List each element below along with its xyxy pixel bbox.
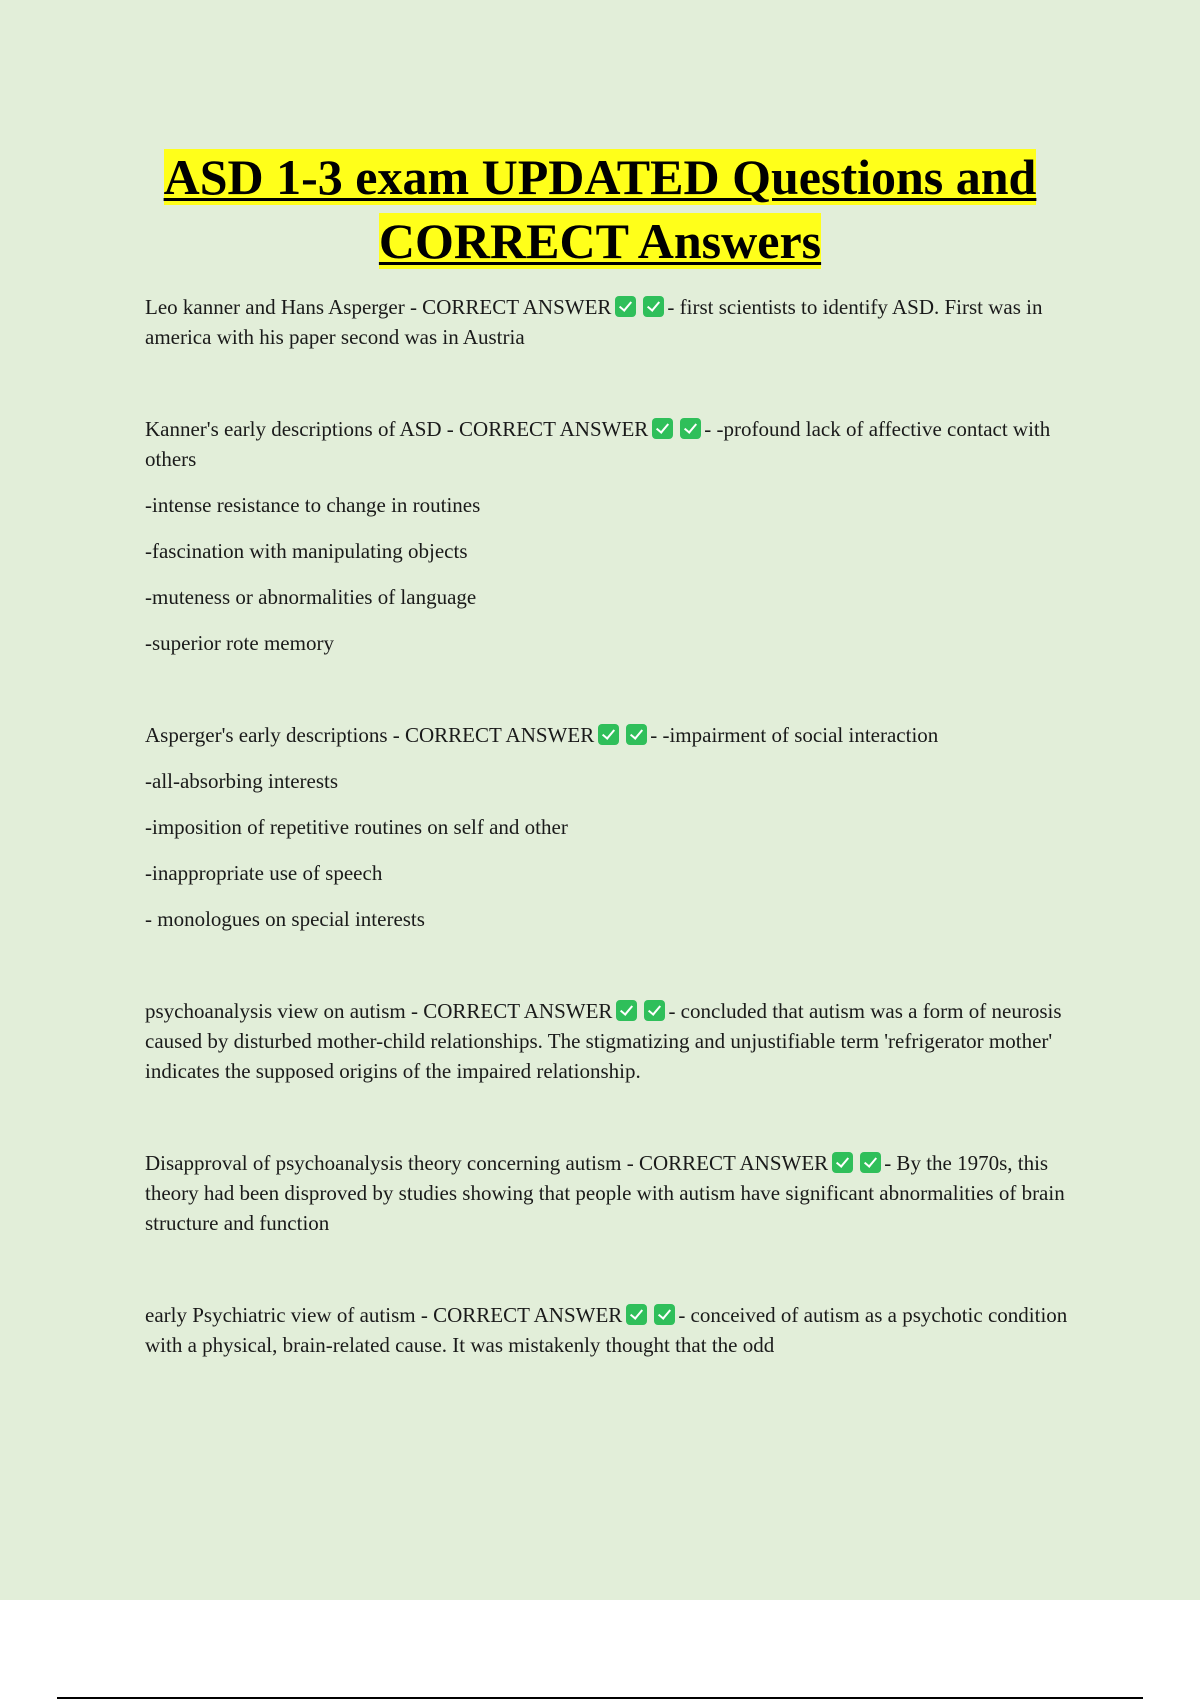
title-line-1: ASD 1-3 exam UPDATED Questions and	[163, 149, 1037, 205]
title-line-2: CORRECT Answers	[378, 213, 822, 269]
answer-list-item: -fascination with manipulating objects	[145, 539, 468, 563]
question-text: psychoanalysis view on autism - CORRECT ANSWER	[145, 999, 613, 1023]
answer-list-item: -inappropriate use of speech	[145, 861, 383, 885]
answer-list-item: -intense resistance to change in routines	[145, 493, 481, 517]
check-mark-icon	[643, 296, 664, 317]
qa-entry	[145, 720, 1085, 934]
answer-text: - conceived of autism as a psychotic condition with a physical, brain-related cause. It was mistakenly thought that the odd	[145, 1303, 1068, 1357]
qa-paragraph	[145, 1148, 1085, 1238]
title-block	[100, 145, 1100, 273]
footer-divider	[57, 1697, 1143, 1699]
answer-text: - -profound lack of affective contact with others	[145, 417, 1051, 471]
qa-list	[145, 292, 1085, 1422]
document-title	[164, 149, 1037, 269]
answer-list-item: - monologues on special interests	[145, 907, 425, 931]
answer-list-item: -muteness or abnormalities of language	[145, 585, 477, 609]
qa-paragraph	[145, 996, 1085, 1086]
question-text: Disapproval of psychoanalysis theory concerning autism - CORRECT ANSWER	[145, 1151, 829, 1175]
check-mark-icon	[644, 1000, 665, 1021]
question-text: early Psychiatric view of autism - CORRECT ANSWER	[145, 1303, 623, 1327]
question-text: Asperger's early descriptions - CORRECT ANSWER	[145, 723, 595, 747]
qa-entry	[145, 1300, 1085, 1360]
qa-paragraph	[145, 1300, 1085, 1360]
check-mark-icon	[626, 1304, 647, 1325]
check-mark-icon	[626, 724, 647, 745]
qa-paragraph	[145, 292, 1085, 352]
check-mark-icon	[654, 1304, 675, 1325]
answer-text: - first scientists to identify ASD. First was in america with his paper second was in Austria	[145, 295, 1043, 349]
answer-list-item: -superior rote memory	[145, 631, 334, 655]
qa-paragraph	[145, 414, 1085, 474]
check-mark-icon	[832, 1152, 853, 1173]
check-mark-icon	[615, 296, 636, 317]
qa-entry	[145, 1148, 1085, 1238]
answer-text: - -impairment of social interaction	[650, 723, 939, 747]
qa-paragraph	[145, 720, 1085, 750]
answer-list-item: -imposition of repetitive routines on self and other	[145, 815, 568, 839]
check-mark-icon	[616, 1000, 637, 1021]
qa-entry	[145, 996, 1085, 1086]
answer-text: - By the 1970s, this theory had been disproved by studies showing that people with autism have significant abnormalities of brain structure and function	[145, 1151, 1065, 1235]
answer-text: - concluded that autism was a form of neurosis caused by disturbed mother-child relationships. The stigmatizing and unjustifiable term 'refrigerator mother' indicates the supposed origins of the impaired relationship.	[145, 999, 1062, 1083]
check-mark-icon	[652, 418, 673, 439]
check-mark-icon	[860, 1152, 881, 1173]
answer-list-item: -all-absorbing interests	[145, 769, 339, 793]
check-mark-icon	[598, 724, 619, 745]
question-text: Leo kanner and Hans Asperger - CORRECT ANSWER	[145, 295, 612, 319]
qa-entry	[145, 292, 1085, 352]
check-mark-icon	[680, 418, 701, 439]
question-text: Kanner's early descriptions of ASD - CORRECT ANSWER	[145, 417, 649, 441]
qa-entry	[145, 414, 1085, 658]
